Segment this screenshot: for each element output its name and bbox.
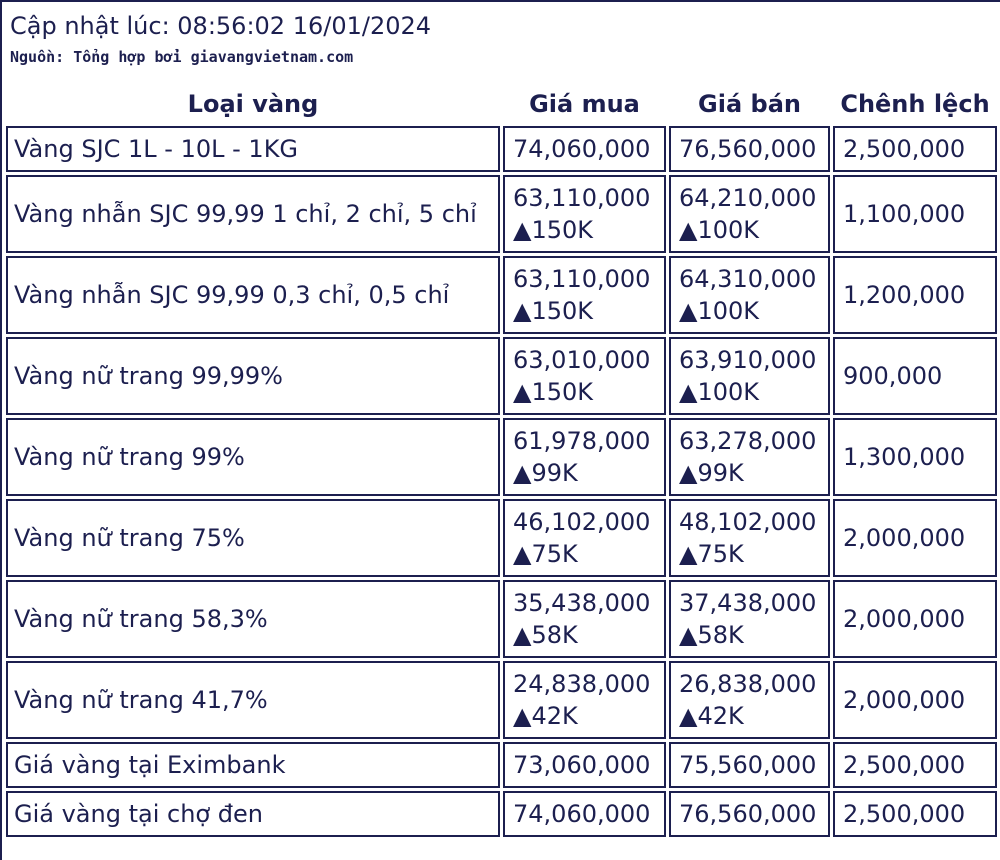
gold-type-cell (6, 499, 500, 577)
table-row (6, 256, 997, 334)
gold-type-cell (6, 661, 500, 739)
sell-price-cell-value: 63,910,000 (679, 346, 817, 374)
sell-price-cell (669, 742, 830, 788)
gold-price-table (3, 84, 1000, 840)
sell-change-label: ▲58K (679, 621, 744, 649)
sell-price-cell-value: 64,310,000 (679, 265, 817, 293)
gold-type-cell (6, 742, 500, 788)
table-row (6, 175, 997, 253)
sell-price-cell (669, 175, 830, 253)
difference-cell (833, 175, 997, 253)
update-time: Cập nhật lúc: 08:56:02 16/01/2024 (10, 12, 432, 40)
difference-cell (833, 580, 997, 658)
table-row (6, 791, 997, 837)
sell-price-cell-value: 75,560,000 (679, 751, 817, 779)
gold-type-cell (6, 337, 500, 415)
buy-price-cell (503, 337, 666, 415)
sell-price-cell (669, 337, 830, 415)
difference-cell-value: 2,500,000 (843, 751, 966, 779)
table-row (6, 580, 997, 658)
buy-price-cell-value: 46,102,000 (513, 508, 651, 536)
table-row (6, 126, 997, 172)
gold-type-cell-value: Vàng nữ trang 75% (14, 524, 245, 552)
sell-price-cell-value: 64,210,000 (679, 184, 817, 212)
source-note: Nguồn: Tổng hợp bởi giavangvietnam.com (10, 48, 354, 66)
gold-type-cell-value: Giá vàng tại chợ đen (14, 800, 263, 828)
difference-cell-value: 1,300,000 (843, 443, 966, 471)
buy-change-label: ▲75K (513, 540, 578, 568)
sell-price-cell-value: 37,438,000 (679, 589, 817, 617)
column-header-buy: Giá mua (529, 90, 640, 118)
table-row (6, 337, 997, 415)
table-row (6, 499, 997, 577)
sell-price-cell-value: 76,560,000 (679, 135, 817, 163)
sell-price-cell-value: 63,278,000 (679, 427, 817, 455)
buy-price-cell-value: 61,978,000 (513, 427, 651, 455)
buy-price-cell (503, 175, 666, 253)
gold-type-cell-value: Vàng nhẫn SJC 99,99 1 chỉ, 2 chỉ, 5 chỉ (14, 200, 477, 228)
column-header-type: Loại vàng (187, 90, 319, 118)
buy-change-label: ▲150K (513, 216, 594, 244)
sell-price-cell (669, 256, 830, 334)
difference-cell (833, 126, 997, 172)
table-row (6, 661, 997, 739)
difference-cell-value: 2,500,000 (843, 135, 966, 163)
gold-type-cell-value: Vàng nữ trang 41,7% (14, 686, 268, 714)
buy-change-label: ▲58K (513, 621, 578, 649)
table-row (6, 742, 997, 788)
table-header-row (6, 87, 997, 123)
sell-change-label: ▲100K (679, 378, 760, 406)
gold-type-cell-value: Vàng nữ trang 99,99% (14, 362, 283, 390)
difference-cell-value: 2,000,000 (843, 686, 966, 714)
buy-price-cell (503, 661, 666, 739)
sell-price-cell-value: 76,560,000 (679, 800, 817, 828)
gold-type-cell (6, 175, 500, 253)
buy-price-cell (503, 499, 666, 577)
difference-cell-value: 900,000 (843, 362, 943, 390)
column-header-diff: Chênh lệch (840, 90, 990, 118)
gold-type-cell (6, 418, 500, 496)
difference-cell-value: 2,500,000 (843, 800, 966, 828)
sell-price-cell (669, 791, 830, 837)
buy-price-cell (503, 791, 666, 837)
buy-price-cell (503, 580, 666, 658)
buy-price-cell (503, 418, 666, 496)
buy-price-cell-value: 63,010,000 (513, 346, 651, 374)
buy-price-cell-value: 35,438,000 (513, 589, 651, 617)
gold-type-cell-value: Vàng nữ trang 58,3% (14, 605, 268, 633)
buy-price-cell-value: 74,060,000 (513, 800, 651, 828)
gold-type-cell-value: Vàng nữ trang 99% (14, 443, 245, 471)
sell-price-cell-value: 26,838,000 (679, 670, 817, 698)
difference-cell (833, 337, 997, 415)
buy-price-cell-value: 24,838,000 (513, 670, 651, 698)
buy-price-cell-value: 63,110,000 (513, 184, 651, 212)
sell-change-label: ▲100K (679, 297, 760, 325)
buy-price-cell-value: 63,110,000 (513, 265, 651, 293)
buy-change-label: ▲150K (513, 297, 594, 325)
buy-price-cell-value: 73,060,000 (513, 751, 651, 779)
sell-price-cell (669, 418, 830, 496)
table-row (6, 418, 997, 496)
difference-cell-value: 1,200,000 (843, 281, 966, 309)
gold-type-cell-value: Vàng SJC 1L - 10L - 1KG (14, 135, 299, 163)
gold-type-cell-value: Giá vàng tại Eximbank (14, 751, 286, 779)
buy-change-label: ▲150K (513, 378, 594, 406)
difference-cell (833, 256, 997, 334)
difference-cell (833, 791, 997, 837)
difference-cell (833, 418, 997, 496)
gold-type-cell (6, 126, 500, 172)
sell-price-cell (669, 661, 830, 739)
sell-change-label: ▲75K (679, 540, 744, 568)
gold-type-cell (6, 791, 500, 837)
column-header-sell: Giá bán (698, 90, 801, 118)
difference-cell-value: 2,000,000 (843, 605, 966, 633)
sell-change-label: ▲99K (679, 459, 744, 487)
difference-cell-value: 2,000,000 (843, 524, 966, 552)
buy-price-cell-value: 74,060,000 (513, 135, 651, 163)
gold-type-cell (6, 580, 500, 658)
difference-cell (833, 742, 997, 788)
gold-type-cell (6, 256, 500, 334)
buy-price-cell (503, 742, 666, 788)
buy-change-label: ▲99K (513, 459, 578, 487)
buy-price-cell (503, 126, 666, 172)
sell-change-label: ▲100K (679, 216, 760, 244)
sell-price-cell (669, 126, 830, 172)
difference-cell (833, 499, 997, 577)
sell-price-cell (669, 499, 830, 577)
buy-change-label: ▲42K (513, 702, 578, 730)
gold-type-cell-value: Vàng nhẫn SJC 99,99 0,3 chỉ, 0,5 chỉ (14, 281, 450, 309)
sell-price-cell (669, 580, 830, 658)
difference-cell (833, 661, 997, 739)
difference-cell-value: 1,100,000 (843, 200, 966, 228)
buy-price-cell (503, 256, 666, 334)
sell-change-label: ▲42K (679, 702, 744, 730)
sell-price-cell-value: 48,102,000 (679, 508, 817, 536)
